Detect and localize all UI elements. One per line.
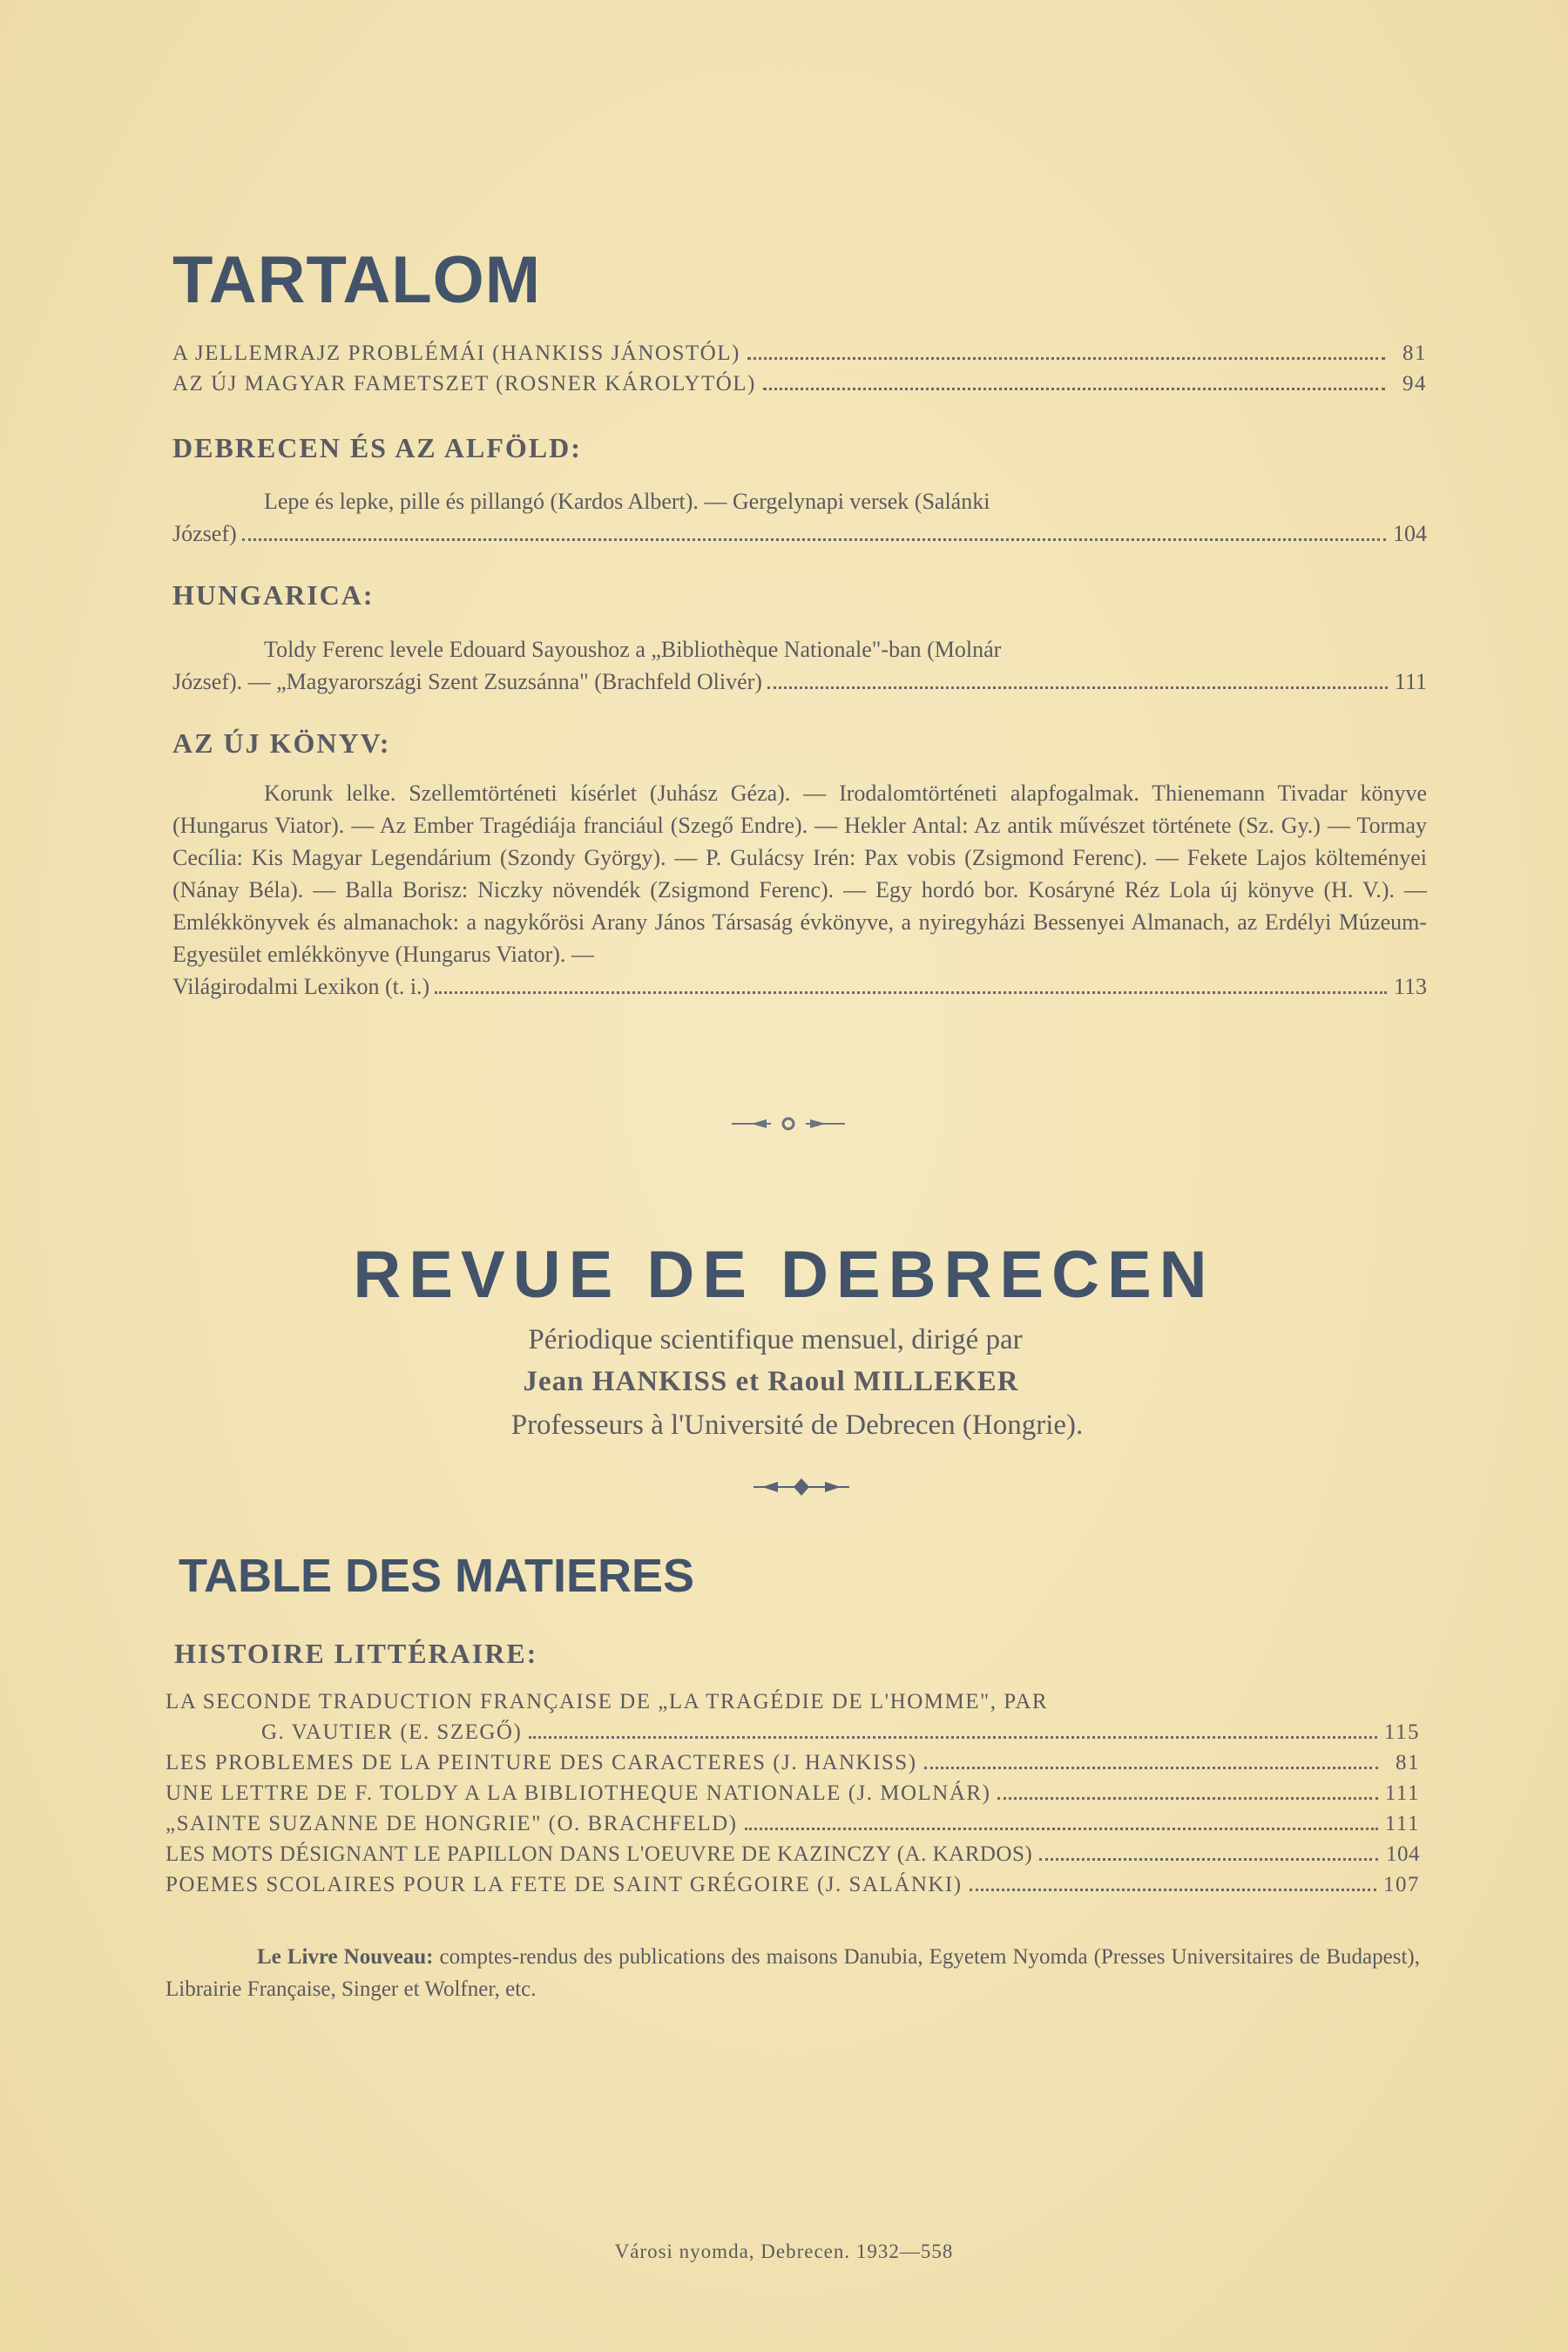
revue-subtitle: Périodique scientifique mensuel, dirigé par [528,1324,1023,1355]
ornament-divider-icon [732,1113,845,1134]
section-text: Korunk lelke. Szellemtörténeti kísérlet (Juhász Géza). — Irodalomtörténeti alapfogalmak. Thienemann Tivadar könyve (Hungarus Viator). — Az Ember Tragédiája franciául (Szegő Endre). — Hekler Antal: Az antik művészet története (Sz. Gy.) — Tormay Cecília: Kis Magyar Legendárium (Szondy György). — P. Gulácsy Irén: Pax vobis (Zsigmond Ferenc). — Fekete Lajos költeményei (Nánay Béla). — Balla Borisz: Niczky növendék (Zsigmond Ferenc). — Egy hordó bor. Kosáryné Réz Lola új könyve (H. V.). — Emlékkönyvek és almanachok: a nagykőrösi Arany János Társaság évkönyve, a nyiregyházi Bessenyei Almanach, az Erdélyi Múzeum-Egyesület emlékkönyve (Hungarus Viator). — [172,781,1427,967]
table-entry-label: LES MOTS DÉSIGNANT LE PAPILLON DANS L'OEUVRE DE KAZINCZY (A. KARDOS) [166,1842,1033,1866]
dot-leader [997,1797,1377,1800]
revue-affiliation: Professeurs à l'Université de Debrecen (Hongrie). [510,1409,1084,1441]
table-entry [166,1812,1420,1836]
toc-entry-page: 94 [1402,372,1427,395]
table-entry [166,1690,1420,1714]
section-text: Toldy Ferenc levele Edouard Sayoushoz a „Bibliothèque Nationale"-ban (Molnár [264,637,1002,662]
table-entry-label: UNE LETTRE DE F. TOLDY A LA BIBLIOTHEQUE NATIONALE (J. MOLNÁR) [166,1781,991,1805]
table-entry [166,1751,1420,1775]
revue-title: REVUE DE DEBRECEN [353,1238,1215,1312]
table-entry-page: 111 [1384,1812,1420,1835]
section-body-debrecen [172,485,1427,550]
dot-leader [529,1736,1377,1739]
tartalom-title: TARTALOM [172,243,542,317]
table-entry [166,1842,1420,1867]
table-entry-label: G. VAUTIER (E. SZEGŐ) [261,1720,523,1744]
livre-nouveau-note [166,1941,1420,2005]
table-entry [261,1720,1420,1745]
table-entry-page: 111 [1384,1781,1420,1805]
printer-imprint: Városi nyomda, Debrecen. 1932—558 [614,2240,954,2262]
section-page: 111 [1394,669,1427,694]
dot-leader [242,538,1386,541]
table-entry-page: 115 [1383,1720,1420,1744]
dot-leader [767,686,1388,689]
dot-leader [924,1767,1378,1769]
dot-leader [747,357,1385,360]
table-title: TABLE DES MATIERES [179,1550,695,1602]
section-heading-debrecen: DEBRECEN ÉS AZ ALFÖLD: [172,432,582,463]
section-page: 113 [1393,974,1427,999]
table-entry-label: LES PROBLEMES DE LA PEINTURE DES CARACTERES (J. HANKISS) [166,1751,917,1774]
table-entry-label: LA SECONDE TRADUCTION FRANÇAISE DE „LA TRAGÉDIE DE L'HOMME", PAR [166,1690,1049,1713]
section-heading-hungarica: HUNGARICA: [172,579,375,611]
section-body-uj-konyv [172,777,1427,1003]
section-text: József). — „Magyarországi Szent Zsuzsánna" (Brachfeld Olivér) [172,669,762,694]
section-text: József) [172,521,237,546]
dot-leader [1039,1858,1378,1861]
section-heading-uj-konyv: AZ ÚJ KÖNYV: [172,727,391,759]
note-label: Le Livre Nouveau: [257,1945,434,1969]
note-text: comptes-rendus des publications des maisons Danubia, Egyetem Nyomda (Presses Universitaires de Budapest), Librairie Française, Singer et Wolfner, etc. [166,1945,1420,2001]
toc-entry-label: A JELLEMRAJZ PROBLÉMÁI (HANKISS JÁNOSTÓL) [172,341,740,365]
dot-leader [745,1828,1378,1830]
table-entry-page: 81 [1396,1751,1420,1774]
section-body-hungarica [172,633,1427,698]
revue-editors: Jean HANKISS et Raoul MILLEKER [523,1366,1019,1397]
table-entry-page: 107 [1383,1873,1420,1896]
toc-entry [172,341,1427,366]
section-heading-histoire: HISTOIRE LITTÉRAIRE: [174,1638,538,1669]
dot-leader [970,1889,1376,1891]
table-entry-page: 104 [1386,1842,1420,1866]
table-entry-label: „SAINTE SUZANNE DE HONGRIE" (O. BRACHFELD) [166,1812,738,1835]
diamond-ornament-icon [754,1477,849,1497]
table-entry-label: POEMES SCOLAIRES POUR LA FETE DE SAINT GRÉGOIRE (J. SALÁNKI) [166,1873,963,1896]
table-entry [166,1781,1420,1806]
section-text: Világirodalmi Lexikon (t. i.) [172,974,430,999]
toc-entry-label: AZ ÚJ MAGYAR FAMETSZET (ROSNER KÁROLYTÓL) [172,372,756,395]
toc-entry-page: 81 [1402,341,1427,365]
table-entry [166,1873,1420,1897]
toc-entry [172,372,1427,396]
section-page: 104 [1393,521,1427,546]
section-text: Lepe és lepke, pille és pillangó (Kardos Albert). — Gergelynapi versek (Salánki [264,489,990,514]
dot-leader [763,388,1385,390]
dot-leader [435,991,1387,994]
